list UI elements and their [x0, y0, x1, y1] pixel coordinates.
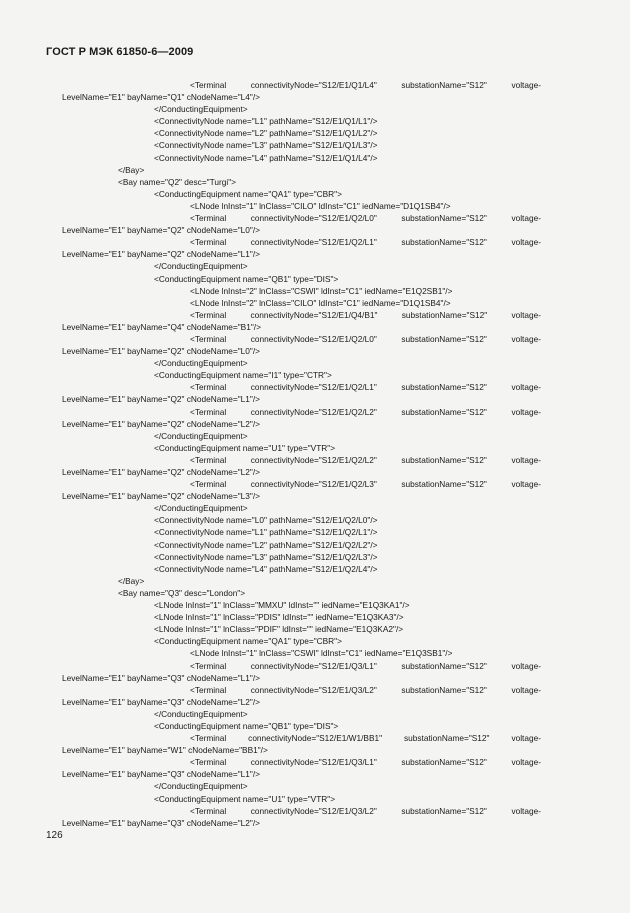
code-line: </ConductingEquipment> — [154, 503, 248, 514]
code-line: <Terminal connectivityNode="S12/E1/Q2/L2" substationName="S12" voltage- — [190, 406, 541, 417]
code-line: <LNode lnInst="1" lnClass="MMXU" ldInst="" iedName="E1Q3KA1"/> — [154, 600, 410, 611]
code-line: </ConductingEquipment> — [154, 781, 248, 792]
code-line: <ConductingEquipment name="QA1" type="CBR"> — [154, 636, 342, 647]
code-line: <Terminal connectivityNode="S12/E1/Q3/L2" substationName="S12" voltage- — [190, 684, 541, 695]
code-line: <ConnectivityNode name="L3" pathName="S12/E1/Q1/L3"/> — [154, 140, 378, 151]
code-line: <Bay name="Q2" desc="Turgi"> — [118, 176, 237, 187]
code-line: </ConductingEquipment> — [154, 358, 248, 369]
code-line: <Terminal connectivityNode="S12/E1/Q3/L2" substationName="S12" voltage- — [190, 805, 541, 816]
code-line: <LNode lnInst="1" lnClass="CILO" ldInst="C1" iedName="D1Q1SB4"/> — [190, 200, 451, 211]
code-line: LevelName="E1" bayName="Q3" cNodeName="L1"/> — [62, 769, 261, 780]
code-line: <LNode lnInst="1" lnClass="CSWI" ldInst="C1" iedName="E1Q3SB1"/> — [190, 648, 453, 659]
code-line: <ConnectivityNode name="L4" pathName="S12/E1/Q2/L4"/> — [154, 563, 378, 574]
code-line: <LNode lnInst="1" lnClass="PDIS" ldInst="" iedName="E1Q3KA3"/> — [154, 612, 404, 623]
code-line: LevelName="E1" bayName="Q1" cNodeName="L4"/> — [62, 92, 261, 103]
code-line: LevelName="E1" bayName="Q2" cNodeName="L1"/> — [62, 394, 261, 405]
code-line: <Terminal connectivityNode="S12/E1/Q1/L4" substationName="S12" voltage- — [190, 80, 541, 90]
code-line: <Terminal connectivityNode="S12/E1/W1/BB1" substationName="S12" voltage- — [190, 733, 541, 744]
code-line: <ConductingEquipment name="U1" type="VTR"> — [154, 793, 336, 804]
page-number: 126 — [46, 830, 63, 841]
code-line: <ConnectivityNode name="L1" pathName="S12/E1/Q2/L1"/> — [154, 527, 378, 538]
code-line: LevelName="E1" bayName="Q3" cNodeName="L2"/> — [62, 817, 261, 828]
code-line: LevelName="E1" bayName="Q2" cNodeName="L1"/> — [62, 249, 261, 260]
code-line: <ConnectivityNode name="L2" pathName="S12/E1/Q2/L2"/> — [154, 539, 378, 550]
code-line: <Terminal connectivityNode="S12/E1/Q2/L1" substationName="S12" voltage- — [190, 237, 541, 248]
code-line: <Bay name="Q3" desc="London"> — [118, 587, 246, 598]
code-line: <ConductingEquipment name="U1" type="VTR"> — [154, 442, 336, 453]
code-line: </ConductingEquipment> — [154, 104, 248, 115]
code-line: </Bay> — [118, 575, 145, 586]
code-line: <Terminal connectivityNode="S12/E1/Q2/L2" substationName="S12" voltage- — [190, 454, 541, 465]
code-line: </ConductingEquipment> — [154, 261, 248, 272]
code-line: <LNode lnInst="2" lnClass="CILO" ldInst="C1" iedName="D1Q1SB4"/> — [190, 297, 451, 308]
code-line: LevelName="E1" bayName="Q3" cNodeName="L1"/> — [62, 672, 261, 683]
code-line: <Terminal connectivityNode="S12/E1/Q2/L0" substationName="S12" voltage- — [190, 333, 541, 344]
code-line: LevelName="E1" bayName="Q3" cNodeName="L2"/> — [62, 696, 261, 707]
xml-listing — [0, 79, 630, 829]
code-line: <ConnectivityNode name="L3" pathName="S12/E1/Q2/L3"/> — [154, 551, 378, 562]
code-line: </Bay> — [118, 164, 145, 175]
code-line: <ConductingEquipment name="QB1" type="DIS"> — [154, 273, 339, 284]
code-line: LevelName="E1" bayName="W1" cNodeName="BB1"/> — [62, 745, 268, 756]
code-line: LevelName="E1" bayName="Q2" cNodeName="L2"/> — [62, 467, 261, 477]
code-line: <Terminal connectivityNode="S12/E1/Q2/L0" substationName="S12" voltage- — [190, 213, 541, 224]
code-line: <ConnectivityNode name="L4" pathName="S12/E1/Q1/L4"/> — [154, 152, 378, 163]
code-line: <Terminal connectivityNode="S12/E1/Q3/L1" substationName="S12" voltage- — [190, 660, 541, 671]
code-line: <LNode lnInst="1" lnClass="PDIF" ldInst="" iedName="E1Q3KA2"/> — [154, 624, 404, 635]
code-line: <ConnectivityNode name="L0" pathName="S12/E1/Q2/L0"/> — [154, 515, 378, 526]
code-line: LevelName="E1" bayName="Q2" cNodeName="L2"/> — [62, 418, 261, 429]
code-line: <Terminal connectivityNode="S12/E1/Q4/B1" substationName="S12" voltage- — [190, 309, 541, 320]
code-line: </ConductingEquipment> — [154, 430, 248, 441]
running-header: ГОСТ Р МЭК 61850-6—2009 — [46, 46, 194, 58]
code-line: <ConnectivityNode name="L2" pathName="S12/E1/Q1/L2"/> — [154, 128, 378, 139]
code-line: LevelName="E1" bayName="Q2" cNodeName="L0"/> — [62, 346, 261, 357]
code-line: <Terminal connectivityNode="S12/E1/Q3/L1" substationName="S12" voltage- — [190, 757, 541, 768]
code-line: <Terminal connectivityNode="S12/E1/Q2/L3" substationName="S12" voltage- — [190, 479, 541, 490]
code-line: <ConductingEquipment name="QA1" type="CBR"> — [154, 188, 342, 199]
code-line: <ConnectivityNode name="L1" pathName="S12/E1/Q1/L1"/> — [154, 116, 378, 127]
code-line: LevelName="E1" bayName="Q2" cNodeName="L3"/> — [62, 491, 261, 502]
code-line: LevelName="E1" bayName="Q2" cNodeName="L0"/> — [62, 225, 261, 236]
code-line: <Terminal connectivityNode="S12/E1/Q2/L1" substationName="S12" voltage- — [190, 382, 541, 393]
code-line: <ConductingEquipment name="I1" type="CTR"> — [154, 370, 332, 381]
code-line: </ConductingEquipment> — [154, 708, 248, 719]
code-line: LevelName="E1" bayName="Q4" cNodeName="B1"/> — [62, 321, 261, 332]
code-line: <LNode lnInst="2" lnClass="CSWI" ldInst="C1" iedName="E1Q2SB1"/> — [190, 285, 453, 296]
code-line: <ConductingEquipment name="QB1" type="DIS"> — [154, 720, 339, 731]
